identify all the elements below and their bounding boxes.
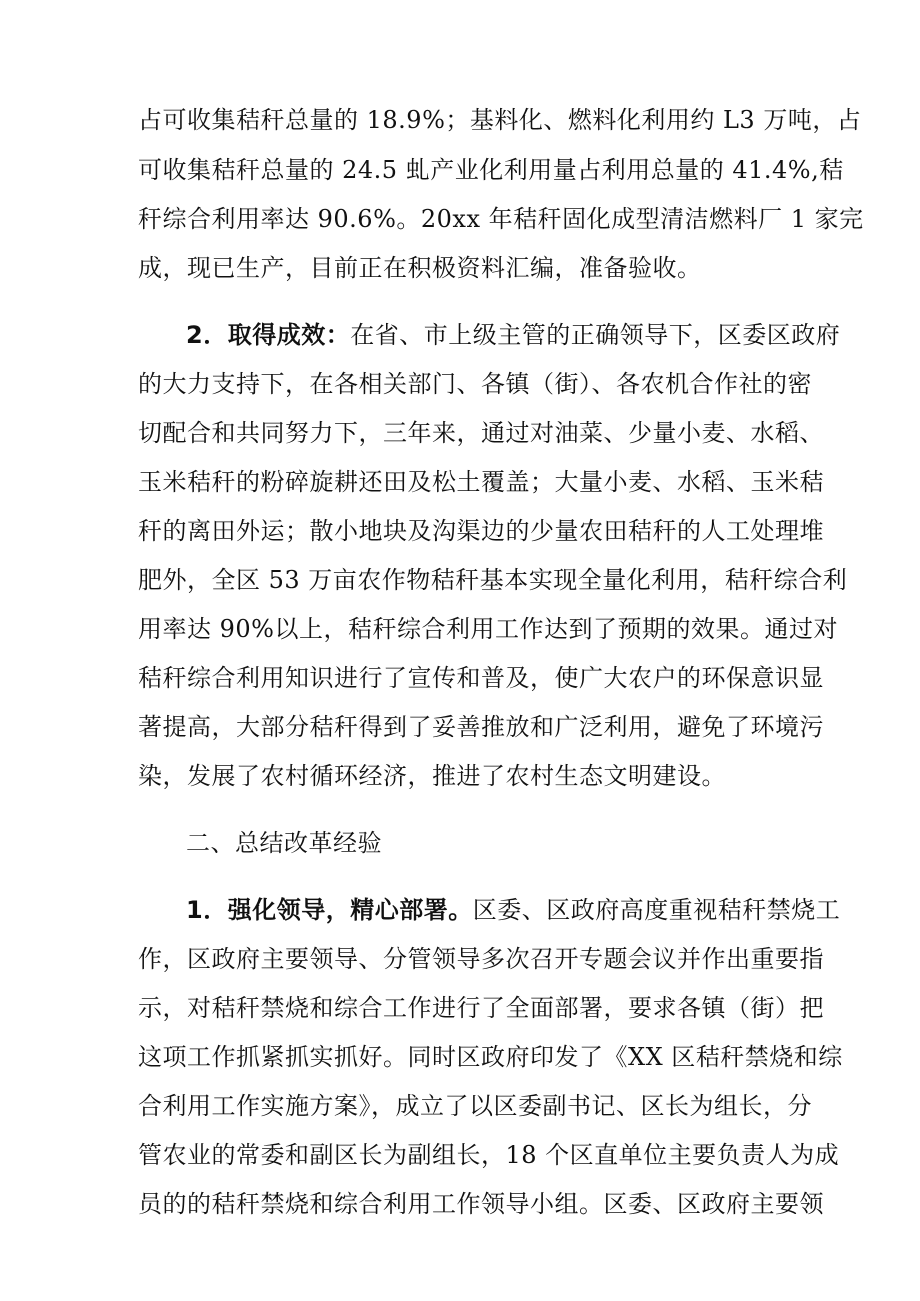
- leadership-line-4: 这项工作抓紧抓实抓好。同时区政府印发了《XX 区秸秆禁烧和综: [138, 1043, 843, 1071]
- achievement-line-4: 玉米秸秆的粉碎旋耕还田及松土覆盖；大量小麦、水稻、玉米秸: [138, 468, 824, 496]
- intro-line-3: 秆综合利用率达 90.6%。20xx 年秸秆固化成型清洁燃料厂 1 家完: [138, 205, 864, 233]
- leadership-line-7: 员的的秸秆禁烧和综合利用工作领导小组。区委、区政府主要领: [138, 1190, 824, 1218]
- leadership-line-3: 示，对秸秆禁烧和综合工作进行了全面部署，要求各镇（街）把: [138, 994, 824, 1022]
- achievement-line-2: 的大力支持下，在各相关部门、各镇（街）、各农机合作社的密: [138, 370, 812, 398]
- leadership-line-6: 管农业的常委和副区长为副组长，18 个区直单位主要负责人为成: [138, 1141, 840, 1169]
- intro-line-4: 成，现已生产，目前正在积极资料汇编，准备验收。: [138, 254, 702, 282]
- achievement-label: 2．取得成效：: [186, 321, 351, 349]
- leadership-line-5: 合利用工作实施方案》，成立了以区委副书记、区长为组长，分: [138, 1092, 812, 1120]
- leadership-first-line: [186, 890, 840, 930]
- achievement-line-9: 著提高，大部分秸秆得到了妥善推放和广泛利用，避免了环境污: [138, 713, 824, 741]
- leadership-label: 1．强化领导，精心部署。: [186, 896, 473, 924]
- achievement-line-7: 用率达 90%以上，秸秆综合利用工作达到了预期的效果。通过对: [138, 615, 838, 643]
- section-heading: 二、总结改革经验: [186, 829, 382, 857]
- achievement-line-6: 肥外，全区 53 万亩农作物秸秆基本实现全量化利用，秸秆综合利: [138, 566, 848, 594]
- achievement-line-5: 秆的离田外运；散小地块及沟渠边的少量农田秸秆的人工处理堆: [138, 517, 824, 545]
- intro-line-2: 可收集秸秆总量的 24.5 虬产业化利用量占利用总量的 41.4%,秸: [138, 156, 844, 184]
- intro-line-1: 占可收集秸秆总量的 18.9%；基料化、燃料化利用约 L3 万吨，占: [138, 106, 862, 134]
- leadership-line-2: 作，区政府主要领导、分管领导多次召开专题会议并作出重要指: [138, 945, 824, 973]
- leadership-line-1: 区委、区政府高度重视秸秆禁烧工: [472, 896, 841, 924]
- achievement-line-3: 切配合和共同努力下，三年来，通过对油菜、少量小麦、水稻、: [138, 419, 824, 447]
- achievement-first-line: [186, 315, 840, 355]
- achievement-line-10: 染，发展了农村循环经济，推进了农村生态文明建设。: [138, 762, 726, 790]
- achievement-line-8: 秸秆综合利用知识进行了宣传和普及，使广大农户的环保意识显: [138, 664, 824, 692]
- achievement-line-1: 在省、市上级主管的正确领导下，区委区政府: [350, 321, 841, 349]
